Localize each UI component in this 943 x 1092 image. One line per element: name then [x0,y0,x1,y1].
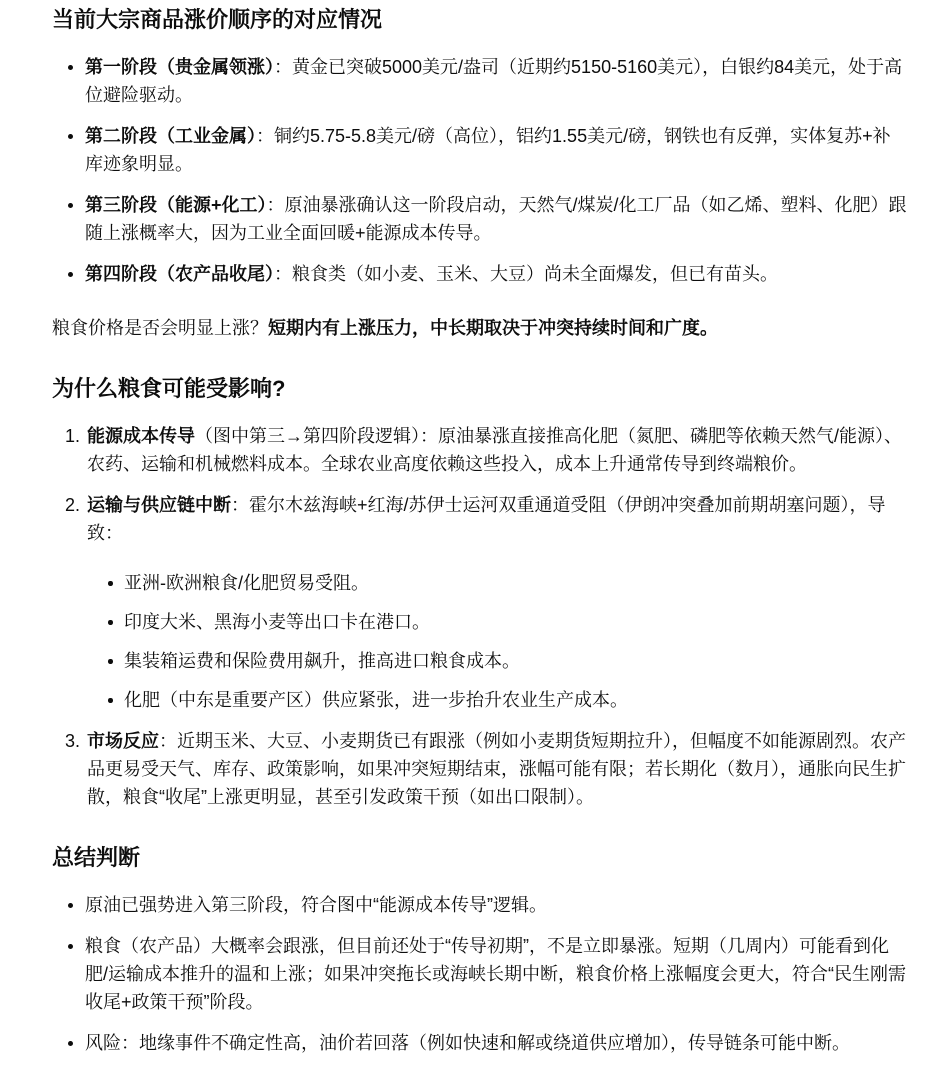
stage-item-2 [85,122,907,178]
why-subitem-2: 印度大米、黑海小麦等出口卡在港口。 [124,608,907,636]
question-paragraph [52,314,907,342]
why-item-paragraph [87,491,907,547]
why-item-3 [85,727,907,811]
section-heading-stages: 当前大宗商品涨价顺序的对应情况 [52,7,383,32]
stage-item-4 [85,260,907,288]
why-item-text: ：霍尔木兹海峡+红海/苏伊士运河双重通道受阻（伊朗冲突叠加前期胡塞问题），导致： [87,495,886,543]
why-item-paragraph [87,422,907,478]
stage-text: ：黄金已突破5000美元/盎司（近期约5150-5160美元），白银约84美元，处于高位避险驱动。 [85,57,903,105]
stage-label: 第二阶段（工业金属） [85,126,256,146]
stage-list [52,53,907,288]
why-subitem-3: 集装箱运费和保险费用飙升，推高进口粮食成本。 [124,647,907,675]
why-item-text: ：近期玉米、大豆、小麦期货已有跟涨（例如小麦期货短期拉升），但幅度不如能源剧烈。农产品更易受天气、库存、政策影响，如果冲突短期结束，涨幅可能有限；若长期化（数月），通胀向民生扩散，粮食“收尾”上涨更明显，甚至引发政策干预（如出口限制）。 [87,731,906,807]
stage-text: ：铜约5.75-5.8美元/磅（高位），铝约1.55美元/磅，钢铁也有反弹，实体复苏+补库迹象明显。 [85,126,891,174]
summary-list [52,891,907,1057]
summary-item-3: 风险：地缘事件不确定性高，油价若回落（例如快速和解或绕道供应增加），传导链条可能中断。 [85,1029,907,1057]
why-sublist [87,569,907,714]
stage-text: ：粮食类（如小麦、玉米、大豆）尚未全面爆发，但已有苗头。 [274,264,778,284]
stage-item-1 [85,53,907,109]
why-item-1 [85,422,907,478]
section-heading-why: 为什么粮食可能受影响? [52,376,286,401]
stage-label: 第一阶段（贵金属领涨） [85,57,274,77]
stage-label: 第三阶段（能源+化工） [85,195,267,215]
stage-item-3 [85,191,907,247]
question-text: 粮食价格是否会明显上涨？ [52,318,268,338]
why-subitem-1: 亚洲-欧洲粮食/化肥贸易受阻。 [124,569,907,597]
why-item-label: 市场反应 [87,731,159,751]
summary-item-2: 粮食（农产品）大概率会跟涨，但目前还处于“传导初期”，不是立即暴涨。短期（几周内）可能看到化肥/运输成本推升的温和上涨；如果冲突拖长或海峡长期中断，粮食价格上涨幅度会更大，符合“民生刚需收尾+政策干预”阶段。 [85,932,907,1016]
why-item-label: 运输与供应链中断 [87,495,231,515]
why-list [52,422,907,811]
why-item-text: （图中第三→第四阶段逻辑）：原油暴涨直接推高化肥（氮肥、磷肥等依赖天然气/能源）、农药、运输和机械燃料成本。全球农业高度依赖这些投入，成本上升通常传导到终端粮价。 [87,426,902,474]
stage-label: 第四阶段（农产品收尾） [85,264,274,284]
stage-text: ：原油暴涨确认这一阶段启动，天然气/煤炭/化工厂品（如乙烯、塑料、化肥）跟随上涨概率大，因为工业全面回暖+能源成本传导。 [85,195,907,243]
why-item-paragraph [87,727,907,811]
why-subitem-4: 化肥（中东是重要产区）供应紧张，进一步抬升农业生产成本。 [124,686,907,714]
section-heading-summary: 总结判断 [52,845,141,870]
why-item-2 [85,491,907,714]
question-answer-bold: 短期内有上涨压力，中长期取决于冲突持续时间和广度。 [268,318,718,338]
why-item-label: 能源成本传导 [87,426,195,446]
summary-item-1: 原油已强势进入第三阶段，符合图中“能源成本传导”逻辑。 [85,891,907,919]
